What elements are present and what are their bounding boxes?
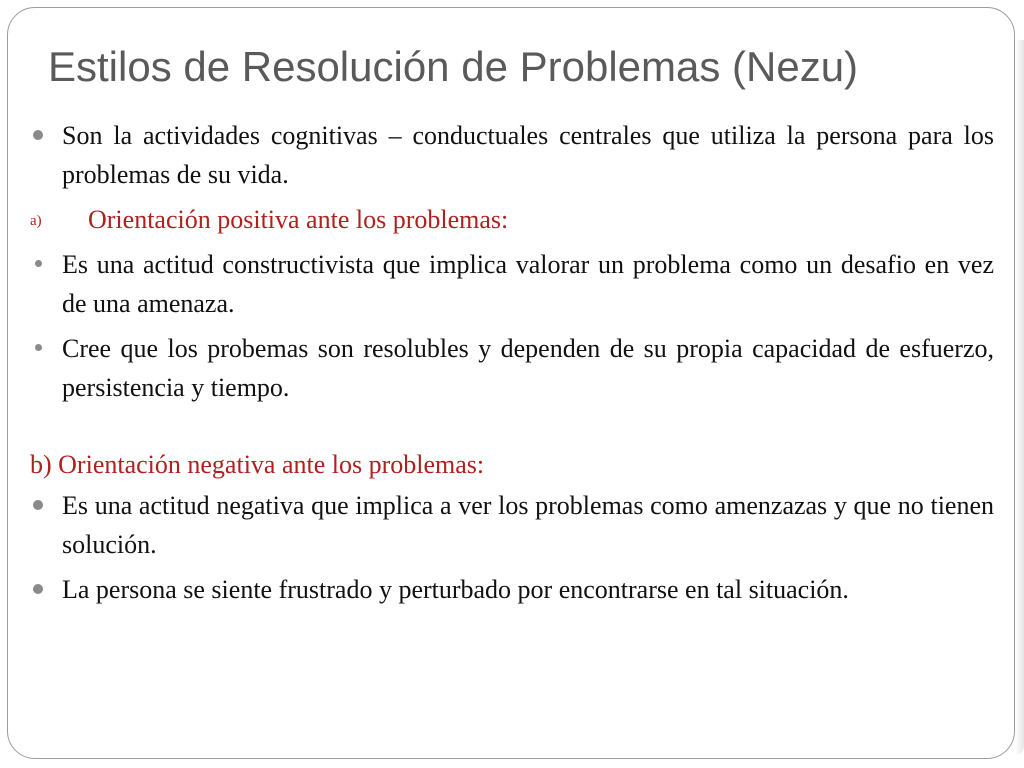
section-b-bullet-2-text: La persona se siente frustrado y perturbado por encontrarse en tal situación. — [62, 575, 849, 604]
bullet-dot-icon — [35, 260, 42, 267]
section-a-bullet-2-text: Cree que los probemas son resolubles y dependen de su propia capacidad de esfuerzo, persistencia y tiempo. — [62, 334, 994, 402]
section-b-heading — [30, 445, 994, 484]
section-a-bullet-1-text: Es una actitud constructivista que implica valorar un problema como un desafio en vez de una amenaza. — [62, 250, 994, 318]
section-a-heading-text: Orientación positiva ante los problemas: — [88, 205, 509, 234]
slide-title: Estilos de Resolución de Problemas (Nezu) — [48, 43, 859, 90]
slide-shadow — [1015, 40, 1024, 755]
bullet-dot-icon — [35, 344, 42, 351]
section-b-bullet-1-text: Es una actitud negativa que implica a ver los problemas como amenzazas y que no tienen solución. — [62, 491, 994, 559]
section-a-bullet-2 — [30, 329, 994, 407]
section-a-bullet-1 — [30, 245, 994, 323]
intro-text: Son la actividades cognitivas – conductuales centrales que utiliza la persona para los problemas de su vida. — [62, 121, 994, 189]
bullet-dot-icon — [33, 130, 43, 140]
bullet-dot-icon — [33, 584, 43, 594]
section-b-heading-text: b) Orientación negativa ante los problemas: — [30, 450, 485, 479]
section-a-heading — [30, 200, 994, 239]
slide-body — [30, 116, 994, 609]
section-b-bullet-1 — [30, 486, 994, 564]
section-b-bullet-2 — [30, 570, 994, 609]
spacer — [30, 407, 994, 445]
section-a-marker: a) — [30, 213, 42, 229]
bullet-dot-icon — [33, 500, 43, 510]
intro-bullet — [30, 116, 994, 194]
